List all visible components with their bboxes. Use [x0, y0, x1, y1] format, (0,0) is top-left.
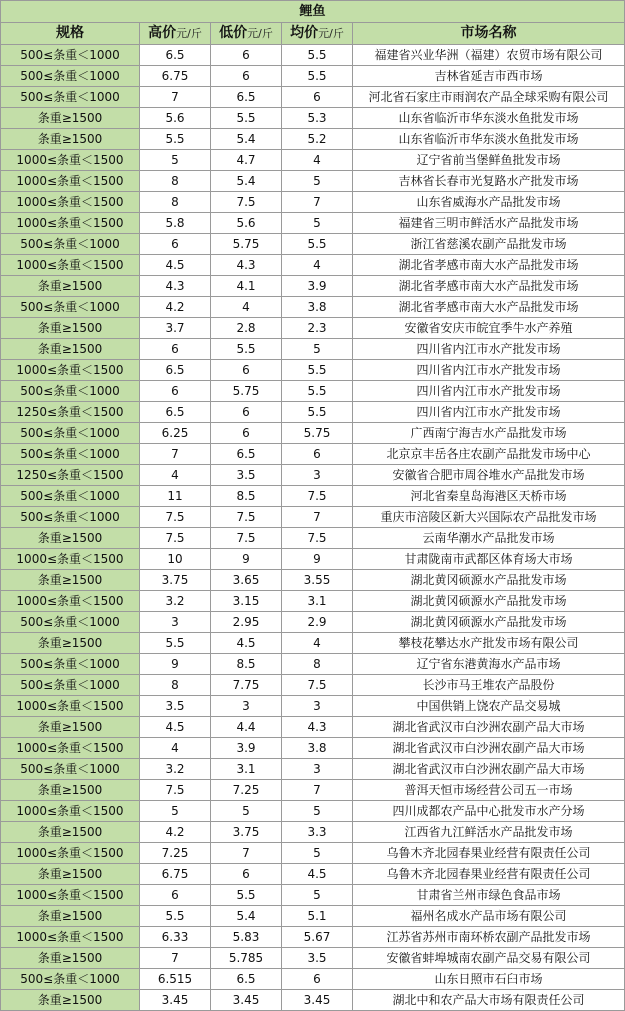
- table-row: [1, 696, 625, 717]
- cell-avg-price: 5.5: [282, 234, 353, 255]
- table-row: [1, 213, 625, 234]
- cell-high-price: 6: [140, 381, 211, 402]
- table-row: [1, 843, 625, 864]
- cell-market: 江苏省苏州市南环桥农副产品批发市场: [353, 927, 625, 948]
- cell-high-price: 5.5: [140, 906, 211, 927]
- cell-high-price: 7.5: [140, 507, 211, 528]
- cell-high-price: 6: [140, 234, 211, 255]
- cell-spec: 条重≥1500: [1, 864, 140, 885]
- cell-low-price: 9: [211, 549, 282, 570]
- cell-spec: 条重≥1500: [1, 717, 140, 738]
- cell-spec: 条重≥1500: [1, 633, 140, 654]
- cell-market: 安徽省合肥市周谷堆水产品批发市场: [353, 465, 625, 486]
- cell-high-price: 10: [140, 549, 211, 570]
- table-row: [1, 402, 625, 423]
- cell-high-price: 6.75: [140, 864, 211, 885]
- cell-market: 湖北黄冈硕源水产品批发市场: [353, 612, 625, 633]
- cell-avg-price: 6: [282, 444, 353, 465]
- cell-low-price: 5.5: [211, 885, 282, 906]
- cell-high-price: 3.2: [140, 591, 211, 612]
- cell-market: 重庆市涪陵区新大兴国际农产品批发市场: [353, 507, 625, 528]
- cell-low-price: 5.4: [211, 906, 282, 927]
- cell-market: 山东日照市石臼市场: [353, 969, 625, 990]
- table-row: [1, 150, 625, 171]
- cell-avg-price: 7: [282, 780, 353, 801]
- cell-spec: 1000≤条重＜1500: [1, 213, 140, 234]
- table-row: [1, 381, 625, 402]
- cell-avg-price: 4: [282, 255, 353, 276]
- cell-spec: 1000≤条重＜1500: [1, 255, 140, 276]
- cell-market: 湖北省孝感市南大水产品批发市场: [353, 297, 625, 318]
- cell-low-price: 5.5: [211, 339, 282, 360]
- cell-low-price: 2.95: [211, 612, 282, 633]
- table-row: [1, 654, 625, 675]
- table-row: [1, 66, 625, 87]
- table-row: [1, 969, 625, 990]
- cell-avg-price: 3.1: [282, 591, 353, 612]
- table-row: [1, 864, 625, 885]
- cell-high-price: 4.3: [140, 276, 211, 297]
- table-row: [1, 780, 625, 801]
- cell-low-price: 5.4: [211, 129, 282, 150]
- cell-avg-price: 5: [282, 339, 353, 360]
- cell-high-price: 7: [140, 87, 211, 108]
- cell-high-price: 4.5: [140, 717, 211, 738]
- cell-market: 福建省三明市鲜活水产品批发市场: [353, 213, 625, 234]
- cell-high-price: 3.5: [140, 696, 211, 717]
- cell-high-price: 9: [140, 654, 211, 675]
- cell-high-price: 11: [140, 486, 211, 507]
- cell-high-price: 7: [140, 948, 211, 969]
- cell-market: 安徽省蚌埠城南农副产品交易有限公司: [353, 948, 625, 969]
- cell-avg-price: 3.9: [282, 276, 353, 297]
- cell-market: 乌鲁木齐北园春果业经营有限责任公司: [353, 843, 625, 864]
- cell-spec: 500≤条重＜1000: [1, 234, 140, 255]
- cell-spec: 1000≤条重＜1500: [1, 150, 140, 171]
- cell-low-price: 5.75: [211, 381, 282, 402]
- cell-low-price: 5.83: [211, 927, 282, 948]
- cell-market: 四川省内江市水产批发市场: [353, 381, 625, 402]
- cell-high-price: 5.5: [140, 129, 211, 150]
- cell-spec: 条重≥1500: [1, 108, 140, 129]
- cell-low-price: 5: [211, 801, 282, 822]
- table-row: [1, 948, 625, 969]
- table-row: [1, 444, 625, 465]
- cell-avg-price: 3.3: [282, 822, 353, 843]
- cell-market: 四川省内江市水产批发市场: [353, 360, 625, 381]
- cell-avg-price: 3.8: [282, 738, 353, 759]
- cell-high-price: 6: [140, 339, 211, 360]
- cell-low-price: 3.1: [211, 759, 282, 780]
- cell-low-price: 5.5: [211, 108, 282, 129]
- cell-spec: 条重≥1500: [1, 822, 140, 843]
- cell-high-price: 4.5: [140, 255, 211, 276]
- cell-avg-price: 7.5: [282, 675, 353, 696]
- cell-avg-price: 5.5: [282, 45, 353, 66]
- cell-low-price: 6.5: [211, 444, 282, 465]
- cell-low-price: 6: [211, 402, 282, 423]
- cell-avg-price: 4.3: [282, 717, 353, 738]
- table-row: [1, 549, 625, 570]
- cell-market: 山东省威海水产品批发市场: [353, 192, 625, 213]
- table-row: [1, 318, 625, 339]
- cell-spec: 1000≤条重＜1500: [1, 360, 140, 381]
- cell-low-price: 6: [211, 360, 282, 381]
- cell-spec: 条重≥1500: [1, 339, 140, 360]
- cell-market: 江西省九江鲜活水产品批发市场: [353, 822, 625, 843]
- cell-high-price: 8: [140, 675, 211, 696]
- cell-low-price: 5.785: [211, 948, 282, 969]
- cell-spec: 1000≤条重＜1500: [1, 696, 140, 717]
- table-row: [1, 255, 625, 276]
- cell-high-price: 4: [140, 465, 211, 486]
- cell-spec: 500≤条重＜1000: [1, 486, 140, 507]
- header-high-label: 高价: [148, 25, 177, 41]
- cell-avg-price: 5: [282, 171, 353, 192]
- cell-avg-price: 5.5: [282, 402, 353, 423]
- cell-market: 甘肃陇南市武都区体育场大市场: [353, 549, 625, 570]
- cell-market: 吉林省长春市光复路水产批发市场: [353, 171, 625, 192]
- cell-avg-price: 5.5: [282, 360, 353, 381]
- cell-high-price: 8: [140, 192, 211, 213]
- cell-market: 中国供销上饶农产品交易城: [353, 696, 625, 717]
- cell-low-price: 3: [211, 696, 282, 717]
- header-low-price: [211, 23, 282, 45]
- cell-high-price: 4.2: [140, 297, 211, 318]
- cell-spec: 1000≤条重＜1500: [1, 192, 140, 213]
- cell-avg-price: 5.5: [282, 381, 353, 402]
- cell-spec: 500≤条重＜1000: [1, 654, 140, 675]
- cell-low-price: 7.5: [211, 192, 282, 213]
- cell-spec: 500≤条重＜1000: [1, 381, 140, 402]
- cell-low-price: 6: [211, 864, 282, 885]
- cell-high-price: 3.75: [140, 570, 211, 591]
- cell-market: 攀枝花攀达水产批发市场有限公司: [353, 633, 625, 654]
- table-row: [1, 108, 625, 129]
- cell-spec: 500≤条重＜1000: [1, 675, 140, 696]
- cell-market: 长沙市马王堆农产品股份: [353, 675, 625, 696]
- cell-market: 乌鲁木齐北园春果业经营有限责任公司: [353, 864, 625, 885]
- table-row: [1, 738, 625, 759]
- cell-spec: 1000≤条重＜1500: [1, 801, 140, 822]
- cell-high-price: 6.75: [140, 66, 211, 87]
- table-row: [1, 486, 625, 507]
- cell-high-price: 5.5: [140, 633, 211, 654]
- cell-high-price: 7.5: [140, 780, 211, 801]
- cell-high-price: 4: [140, 738, 211, 759]
- cell-spec: 500≤条重＜1000: [1, 66, 140, 87]
- cell-market: 四川成都农产品中心批发市水产分场: [353, 801, 625, 822]
- table-row: [1, 507, 625, 528]
- header-avg-price: [282, 23, 353, 45]
- title-row: [1, 1, 625, 23]
- cell-spec: 条重≥1500: [1, 948, 140, 969]
- cell-market: 山东省临沂市华东淡水鱼批发市场: [353, 108, 625, 129]
- table-row: [1, 570, 625, 591]
- cell-low-price: 4.5: [211, 633, 282, 654]
- cell-market: 普洱天恒市场经营公司五一市场: [353, 780, 625, 801]
- cell-spec: 500≤条重＜1000: [1, 45, 140, 66]
- table-row: [1, 360, 625, 381]
- cell-high-price: 7.25: [140, 843, 211, 864]
- table-row: [1, 528, 625, 549]
- cell-spec: 1000≤条重＜1500: [1, 843, 140, 864]
- cell-market: 辽宁省东港黄海水产品市场: [353, 654, 625, 675]
- header-high-unit: 元/斤: [176, 27, 202, 40]
- cell-spec: 1000≤条重＜1500: [1, 738, 140, 759]
- cell-spec: 1250≤条重＜1500: [1, 402, 140, 423]
- cell-market: 湖北省武汉市白沙洲农副产品大市场: [353, 717, 625, 738]
- cell-avg-price: 5.3: [282, 108, 353, 129]
- cell-low-price: 4.7: [211, 150, 282, 171]
- cell-spec: 500≤条重＜1000: [1, 969, 140, 990]
- table-row: [1, 192, 625, 213]
- cell-spec: 条重≥1500: [1, 990, 140, 1011]
- cell-market: 北京京丰岳各庄农副产品批发市场中心: [353, 444, 625, 465]
- cell-spec: 条重≥1500: [1, 318, 140, 339]
- cell-spec: 1250≤条重＜1500: [1, 465, 140, 486]
- cell-high-price: 3.7: [140, 318, 211, 339]
- table-row: [1, 129, 625, 150]
- table-row: [1, 423, 625, 444]
- cell-avg-price: 7: [282, 507, 353, 528]
- table-row: [1, 276, 625, 297]
- cell-low-price: 3.5: [211, 465, 282, 486]
- cell-avg-price: 7: [282, 192, 353, 213]
- cell-market: 河北省石家庄市雨润农产品全球采购有限公司: [353, 87, 625, 108]
- cell-avg-price: 9: [282, 549, 353, 570]
- cell-market: 湖北省武汉市白沙洲农副产品大市场: [353, 759, 625, 780]
- cell-market: 湖北中和农产品大市场有限责任公司: [353, 990, 625, 1011]
- cell-market: 山东省临沂市华东淡水鱼批发市场: [353, 129, 625, 150]
- table-row: [1, 171, 625, 192]
- cell-high-price: 3.45: [140, 990, 211, 1011]
- table-row: [1, 465, 625, 486]
- table-row: [1, 759, 625, 780]
- cell-avg-price: 5: [282, 885, 353, 906]
- cell-avg-price: 5: [282, 213, 353, 234]
- cell-market: 安徽省安庆市皖宜季牛水产养殖: [353, 318, 625, 339]
- cell-high-price: 5.8: [140, 213, 211, 234]
- header-high-price: [140, 23, 211, 45]
- cell-avg-price: 5.5: [282, 66, 353, 87]
- cell-high-price: 6.5: [140, 360, 211, 381]
- cell-avg-price: 4: [282, 150, 353, 171]
- cell-high-price: 7: [140, 444, 211, 465]
- cell-avg-price: 6: [282, 969, 353, 990]
- cell-spec: 500≤条重＜1000: [1, 423, 140, 444]
- cell-market: 福建省兴业华洲（福建）农贸市场有限公司: [353, 45, 625, 66]
- cell-high-price: 6.25: [140, 423, 211, 444]
- cell-low-price: 7.75: [211, 675, 282, 696]
- cell-low-price: 7.25: [211, 780, 282, 801]
- cell-low-price: 3.75: [211, 822, 282, 843]
- cell-spec: 500≤条重＜1000: [1, 87, 140, 108]
- table-row: [1, 612, 625, 633]
- cell-avg-price: 4: [282, 633, 353, 654]
- cell-avg-price: 5: [282, 801, 353, 822]
- cell-high-price: 5.6: [140, 108, 211, 129]
- header-avg-label: 均价: [290, 25, 319, 41]
- table-row: [1, 801, 625, 822]
- cell-avg-price: 3.45: [282, 990, 353, 1011]
- table-row: [1, 339, 625, 360]
- cell-spec: 1000≤条重＜1500: [1, 927, 140, 948]
- cell-spec: 条重≥1500: [1, 528, 140, 549]
- cell-market: 湖北省孝感市南大水产品批发市场: [353, 255, 625, 276]
- cell-spec: 1000≤条重＜1500: [1, 591, 140, 612]
- cell-market: 辽宁省前当堡鲜鱼批发市场: [353, 150, 625, 171]
- table-row: [1, 906, 625, 927]
- cell-avg-price: 5.67: [282, 927, 353, 948]
- table-row: [1, 927, 625, 948]
- table-body: [1, 45, 625, 1011]
- table-row: [1, 591, 625, 612]
- cell-avg-price: 3: [282, 696, 353, 717]
- cell-spec: 条重≥1500: [1, 780, 140, 801]
- cell-low-price: 3.45: [211, 990, 282, 1011]
- cell-avg-price: 5.2: [282, 129, 353, 150]
- cell-market: 甘肃省兰州市绿色食品市场: [353, 885, 625, 906]
- cell-avg-price: 2.3: [282, 318, 353, 339]
- cell-spec: 500≤条重＜1000: [1, 297, 140, 318]
- cell-market: 四川省内江市水产批发市场: [353, 339, 625, 360]
- cell-low-price: 3.65: [211, 570, 282, 591]
- cell-low-price: 8.5: [211, 486, 282, 507]
- cell-spec: 1000≤条重＜1500: [1, 885, 140, 906]
- cell-avg-price: 3: [282, 759, 353, 780]
- cell-avg-price: 3: [282, 465, 353, 486]
- cell-market: 四川省内江市水产批发市场: [353, 402, 625, 423]
- cell-avg-price: 4.5: [282, 864, 353, 885]
- cell-high-price: 6.515: [140, 969, 211, 990]
- cell-spec: 条重≥1500: [1, 129, 140, 150]
- cell-market: 浙江省慈溪农副产品批发市场: [353, 234, 625, 255]
- cell-high-price: 4.2: [140, 822, 211, 843]
- cell-low-price: 4.3: [211, 255, 282, 276]
- cell-spec: 1000≤条重＜1500: [1, 549, 140, 570]
- cell-low-price: 4: [211, 297, 282, 318]
- header-low-unit: 元/斤: [247, 27, 273, 40]
- cell-spec: 条重≥1500: [1, 570, 140, 591]
- cell-spec: 条重≥1500: [1, 906, 140, 927]
- cell-avg-price: 7.5: [282, 486, 353, 507]
- cell-spec: 1000≤条重＜1500: [1, 171, 140, 192]
- cell-low-price: 5.6: [211, 213, 282, 234]
- cell-market: 湖北省武汉市白沙洲农副产品大市场: [353, 738, 625, 759]
- cell-spec: 500≤条重＜1000: [1, 507, 140, 528]
- cell-market: 河北省秦皇岛海港区天桥市场: [353, 486, 625, 507]
- cell-avg-price: 8: [282, 654, 353, 675]
- cell-avg-price: 2.9: [282, 612, 353, 633]
- cell-low-price: 3.9: [211, 738, 282, 759]
- cell-spec: 条重≥1500: [1, 276, 140, 297]
- cell-high-price: 3.2: [140, 759, 211, 780]
- cell-low-price: 5.4: [211, 171, 282, 192]
- cell-market: 吉林省延吉市西市场: [353, 66, 625, 87]
- cell-avg-price: 7.5: [282, 528, 353, 549]
- cell-market: 福州名成水产品市场有限公司: [353, 906, 625, 927]
- cell-low-price: 6.5: [211, 87, 282, 108]
- cell-low-price: 7: [211, 843, 282, 864]
- table-row: [1, 633, 625, 654]
- header-avg-unit: 元/斤: [318, 27, 344, 40]
- cell-spec: 500≤条重＜1000: [1, 444, 140, 465]
- cell-avg-price: 6: [282, 87, 353, 108]
- cell-high-price: 3: [140, 612, 211, 633]
- cell-low-price: 3.15: [211, 591, 282, 612]
- cell-high-price: 6.33: [140, 927, 211, 948]
- cell-avg-price: 3.8: [282, 297, 353, 318]
- cell-high-price: 5: [140, 150, 211, 171]
- table-row: [1, 885, 625, 906]
- header-spec: 规格: [1, 23, 140, 45]
- cell-high-price: 8: [140, 171, 211, 192]
- cell-avg-price: 5: [282, 843, 353, 864]
- cell-low-price: 4.4: [211, 717, 282, 738]
- cell-market: 广西南宁海吉水产品批发市场: [353, 423, 625, 444]
- cell-low-price: 5.75: [211, 234, 282, 255]
- cell-low-price: 7.5: [211, 507, 282, 528]
- cell-spec: 500≤条重＜1000: [1, 612, 140, 633]
- cell-high-price: 6: [140, 885, 211, 906]
- table-row: [1, 297, 625, 318]
- table-row: [1, 675, 625, 696]
- cell-avg-price: 5.75: [282, 423, 353, 444]
- cell-market: 湖北黄冈硕源水产品批发市场: [353, 591, 625, 612]
- table-row: [1, 234, 625, 255]
- table-row: [1, 990, 625, 1011]
- cell-high-price: 6.5: [140, 45, 211, 66]
- cell-low-price: 6: [211, 45, 282, 66]
- cell-high-price: 6.5: [140, 402, 211, 423]
- cell-low-price: 6: [211, 66, 282, 87]
- cell-spec: 500≤条重＜1000: [1, 759, 140, 780]
- cell-avg-price: 3.55: [282, 570, 353, 591]
- cell-low-price: 8.5: [211, 654, 282, 675]
- header-row: [1, 23, 625, 45]
- header-market: 市场名称: [353, 23, 625, 45]
- cell-market: 湖北省孝感市南大水产品批发市场: [353, 276, 625, 297]
- cell-low-price: 4.1: [211, 276, 282, 297]
- table-row: [1, 822, 625, 843]
- cell-high-price: 7.5: [140, 528, 211, 549]
- cell-avg-price: 5.1: [282, 906, 353, 927]
- cell-market: 湖北黄冈硕源水产品批发市场: [353, 570, 625, 591]
- cell-low-price: 6.5: [211, 969, 282, 990]
- cell-low-price: 2.8: [211, 318, 282, 339]
- cell-market: 云南华潮水产品批发市场: [353, 528, 625, 549]
- header-low-label: 低价: [219, 25, 248, 41]
- table-row: [1, 45, 625, 66]
- cell-low-price: 6: [211, 423, 282, 444]
- cell-low-price: 7.5: [211, 528, 282, 549]
- table-row: [1, 717, 625, 738]
- cell-avg-price: 3.5: [282, 948, 353, 969]
- cell-high-price: 5: [140, 801, 211, 822]
- table-title: 鲤鱼: [1, 1, 625, 23]
- table-row: [1, 87, 625, 108]
